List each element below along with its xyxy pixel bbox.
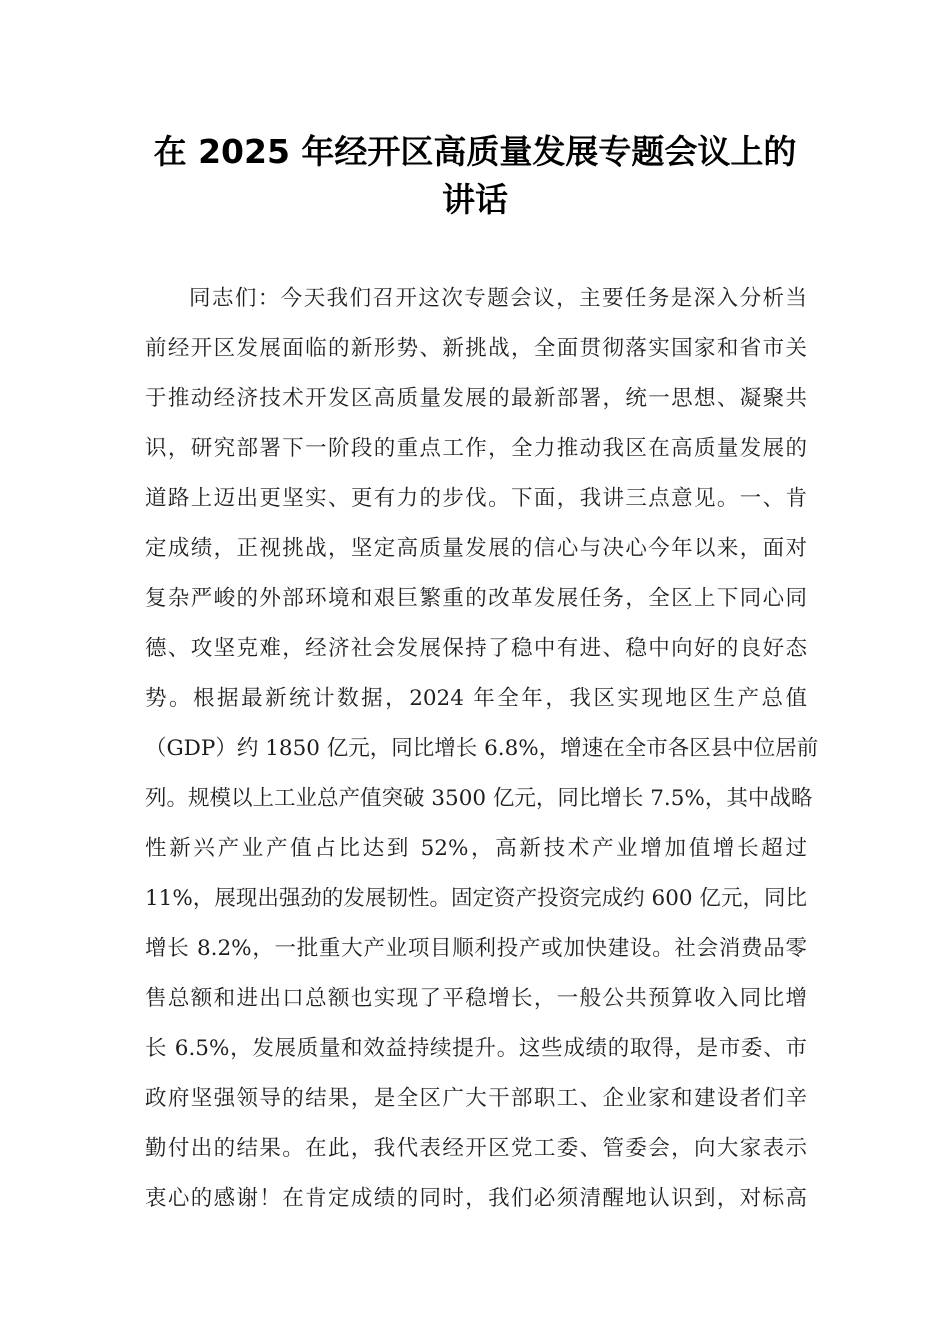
body-line: 德、攻坚克难，经济社会发展保持了稳中有进、稳中向好的良好态 <box>145 636 807 661</box>
body-line: 于推动经济技术开发区高质量发展的最新部署，统一思想、凝聚共 <box>145 386 807 411</box>
document-title <box>140 128 810 224</box>
body-line: 11%，展现出强劲的发展韧性。固定资产投资完成约 600 亿元，同比 <box>145 886 807 911</box>
body-line: 复杂严峻的外部环境和艰巨繁重的改革发展任务，全区上下同心同 <box>145 586 807 611</box>
body-line: 政府坚强领导的结果，是全区广大干部职工、企业家和建设者们辛 <box>145 1086 807 1111</box>
title-line-1: 在 2025 年经开区高质量发展专题会议上的 <box>153 132 797 171</box>
body-line: 道路上迈出更坚实、更有力的步伐。下面，我讲三点意见。一、肯 <box>145 486 807 511</box>
title-line-2: 讲话 <box>442 180 508 219</box>
body-line: 势。根据最新统计数据，2024 年全年，我区实现地区生产总值 <box>145 686 807 711</box>
body-line: 定成绩，正视挑战，坚定高质量发展的信心与决心今年以来，面对 <box>145 536 807 561</box>
body-line: 衷心的感谢！在肯定成绩的同时，我们必须清醒地认识到，对标高 <box>145 1186 807 1211</box>
body-line: 勤付出的结果。在此，我代表经开区党工委、管委会，向大家表示 <box>145 1136 807 1161</box>
body-line: 增长 8.2%，一批重大产业项目顺利投产或加快建设。社会消费品零 <box>145 936 807 961</box>
body-line: 长 6.5%，发展质量和效益持续提升。这些成绩的取得，是市委、市 <box>145 1036 807 1061</box>
body-line: 售总额和进出口总额也实现了平稳增长，一般公共预算收入同比增 <box>145 986 807 1011</box>
body-line: 识，研究部署下一阶段的重点工作，全力推动我区在高质量发展的 <box>145 436 807 461</box>
body-line: 前经开区发展面临的新形势、新挑战，全面贯彻落实国家和省市关 <box>145 336 807 361</box>
document-body <box>145 283 819 1233</box>
body-line: 同志们：今天我们召开这次专题会议，主要任务是深入分析当 <box>189 286 807 311</box>
body-line: 性新兴产业产值占比达到 52%，高新技术产业增加值增长超过 <box>145 836 807 861</box>
body-line: 列。规模以上工业总产值突破 3500 亿元，同比增长 7.5%，其中战略 <box>145 786 813 811</box>
body-line: （GDP）约 1850 亿元，同比增长 6.8%，增速在全市各区县中位居前 <box>145 736 819 761</box>
